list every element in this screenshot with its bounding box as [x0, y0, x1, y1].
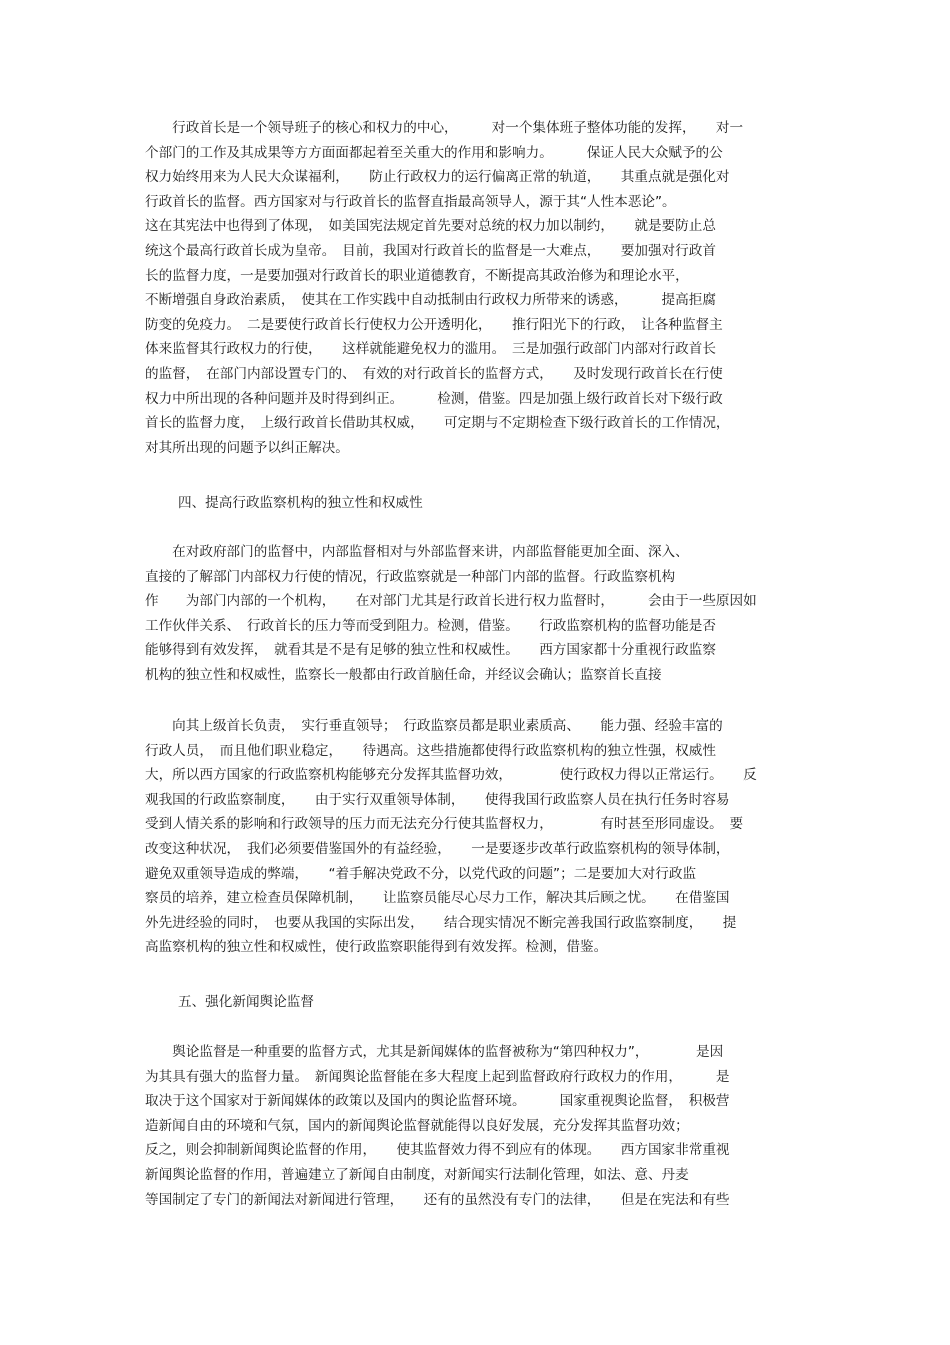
section-heading-5: 五、强化新闻舆论监督: [178, 994, 314, 1010]
text-line: 工作伙伴关系、 行政首长的压力等而受到阻力。检测，借鉴。 行政监察机构的监督功能是否: [145, 617, 716, 634]
text-line: 权力始终用来为人民大众谋福利， 防止行政权力的运行偏离正常的轨道， 其重点就是强化对: [145, 169, 730, 186]
text-line: 行政人员， 而且他们职业稳定， 待遇高。这些措施都使得行政监察机构的独立性强，权威性: [145, 742, 716, 759]
text-line: 避免双重领导造成的弊端， “着手解决党政不分，以党代政的问题”；二是要加大对行政监: [145, 865, 697, 882]
text-line: 观我国的行政监察制度， 由于实行双重领导体制， 使得我国行政监察人员在执行任务时容易: [145, 791, 730, 808]
text-line: 长的监督力度，一是要加强对行政首长的职业道德教育，不断提高其政治修为和理论水平，: [145, 267, 689, 284]
paragraph-executive-head-supervision: [145, 116, 815, 460]
text-line: 舆论监督是一种重要的监督方式，尤其是新闻媒体的监督被称为“第四种权力”， 是因: [145, 1044, 724, 1060]
text-line: 察员的培养，建立检查员保障机制， 让监察员能尽心尽力工作，解决其后顾之忧。 在借鉴国: [145, 890, 730, 907]
text-line: 统这个最高行政首长成为皇帝。 目前，我国对行政首长的监督是一大难点， 要加强对行政首: [145, 242, 716, 259]
text-line: 机构的独立性和权威性，监察长一般都由行政首脑任命，并经议会确认；监察首长直接: [145, 666, 662, 683]
text-line: 体来监督其行政权力的行使， 这样就能避免权力的滥用。 三是加强行政部门内部对行政首长: [145, 341, 716, 358]
text-line: 对其所出现的问题予以纠正解决。: [145, 439, 349, 456]
text-line: 取决于这个国家对于新闻媒体的政策以及国内的舆论监督环境。 国家重视舆论监督， 积极营: [145, 1093, 730, 1110]
text-line: 在对政府部门的监督中，内部监督相对与外部监督来讲，内部监督能更加全面、深入、: [145, 544, 689, 560]
text-line: 新闻舆论监督的作用，普遍建立了新闻自由制度，对新闻实行法制化管理，如法、意、丹麦: [145, 1166, 689, 1183]
paragraph-public-opinion: [145, 1040, 815, 1212]
text-line: 能够得到有效发挥， 就看其是不是有足够的独立性和权威性。 西方国家都十分重视行政监察: [145, 642, 716, 659]
text-line: 首长的监督力度， 上级行政首长借助其权威， 可定期与不定期检查下级行政首长的工作情况，: [145, 415, 730, 432]
text-line: 高监察机构的独立性和权威性，使行政监察职能得到有效发挥。检测，借鉴。: [145, 939, 608, 956]
text-line: 这在其宪法中也得到了体现， 如美国宪法规定首先要对总统的权力加以制约， 就是要防止总: [145, 218, 716, 235]
text-line: 行政首长是一个领导班子的核心和权力的中心， 对一个集体班子整体功能的发挥， 对一: [145, 120, 744, 136]
text-line: 不断增强自身政治素质， 使其在工作实践中自动抵制由行政权力所带来的诱惑， 提高拒腐: [145, 292, 716, 309]
text-line: 作 为部门内部的一个机构， 在对部门尤其是行政首长进行权力监督时， 会由于一些原因如: [145, 593, 757, 610]
paragraph-supervision-reform: [145, 714, 815, 960]
text-line: 行政首长的监督。西方国家对与行政首长的监督直指最高领导人，源于其“人性本恶论”。: [145, 193, 676, 210]
text-line: 外先进经验的同时， 也要从我国的实际出发， 结合现实情况不断完善我国行政监察制度， 提: [145, 914, 737, 931]
text-line: 反之，则会抑制新闻舆论监督的作用， 使其监督效力得不到应有的体现。 西方国家非常重视: [145, 1142, 730, 1159]
text-line: 直接的了解部门内部权力行使的情况，行政监察就是一种部门内部的监督。行政监察机构: [145, 568, 676, 585]
text-line: 个部门的工作及其成果等方方面面都起着至关重大的作用和影响力。 保证人民大众赋予的公: [145, 144, 723, 161]
text-line: 大，所以西方国家的行政监察机构能够充分发挥其监督功效， 使行政权力得以正常运行。 反: [145, 767, 757, 784]
text-line: 防变的免疫力。 二是要使行政首长行使权力公开透明化， 推行阳光下的行政， 让各种监督主: [145, 316, 723, 333]
section-heading-4: 四、提高行政监察机构的独立性和权威性: [178, 495, 423, 511]
paragraph-supervision-independence: [145, 540, 815, 688]
text-line: 为其具有强大的监督力量。 新闻舆论监督能在多大程度上起到监督政府行政权力的作用， 是: [145, 1068, 730, 1085]
text-line: 向其上级首长负责， 实行垂直领导； 行政监察员都是职业素质高、 能力强、经验丰富的: [145, 718, 723, 734]
text-line: 受到人情关系的影响和行政领导的压力而无法充分行使其监督权力， 有时甚至形同虚设。 要: [145, 816, 744, 833]
text-line: 权力中所出现的各种问题并及时得到纠正。 检测，借鉴。四是加强上级行政首长对下级行政: [145, 390, 723, 407]
text-line: 的监督， 在部门内部设置专门的、 有效的对行政首长的监督方式， 及时发现行政首长在行使: [145, 365, 723, 382]
text-line: 造新闻自由的环境和气氛，国内的新闻舆论监督就能得以良好发展，充分发挥其监督功效；: [145, 1117, 689, 1134]
text-line: 等国制定了专门的新闻法对新闻进行管理， 还有的虽然没有专门的法律， 但是在宪法和有些: [145, 1191, 730, 1208]
text-line: 改变这种状况， 我们必须要借鉴国外的有益经验， 一是要逐步改革行政监察机构的领导体制，: [145, 840, 730, 857]
